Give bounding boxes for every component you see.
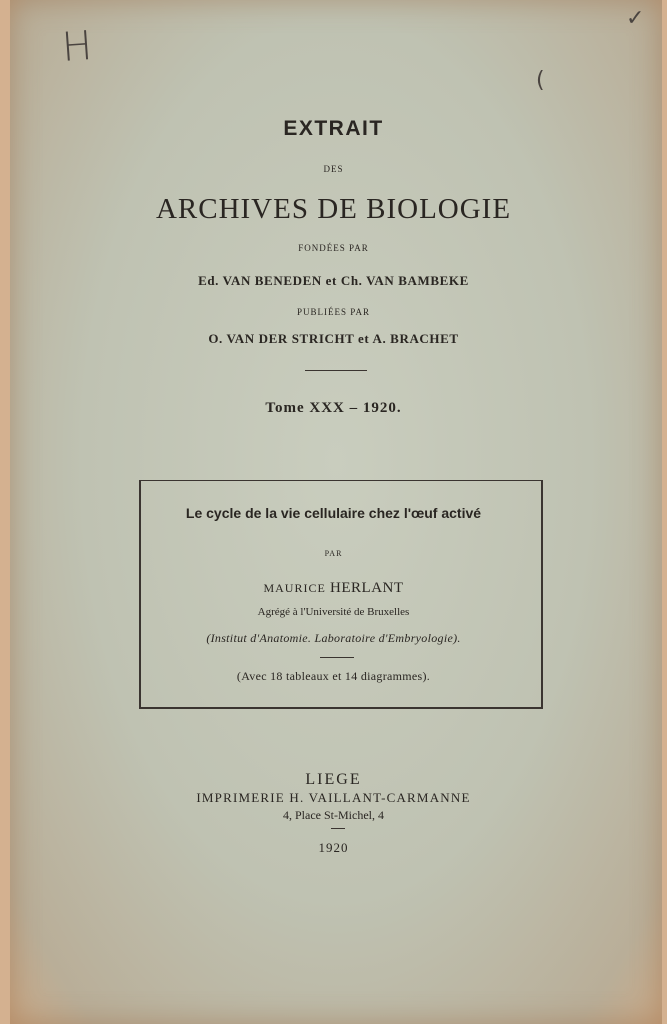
extrait-heading: EXTRAIT xyxy=(283,117,384,140)
author-name xyxy=(0,580,667,597)
fondees-par-label: FONDÉES PAR xyxy=(298,243,369,253)
imprint-divider-rule xyxy=(331,828,345,829)
box-divider-rule xyxy=(320,657,354,658)
author-institute: (Institut d'Anatomie. Laboratoire d'Embryologie). xyxy=(206,631,461,645)
imprint-printer: IMPRIMERIE H. VAILLANT-CARMANNE xyxy=(196,790,471,805)
divider-rule xyxy=(305,370,367,371)
founders-line: Ed. VAN BENEDEN et Ch. VAN BAMBEKE xyxy=(198,273,469,288)
imprint-year: 1920 xyxy=(318,840,349,855)
handwritten-check-mark: ✓ xyxy=(626,6,645,31)
author-last-name: HERLANT xyxy=(330,580,404,596)
publiees-par-label: PUBLIÉES PAR xyxy=(297,307,370,317)
par-label: PAR xyxy=(324,549,343,558)
imprint-address: 4, Place St-Michel, 4 xyxy=(283,808,384,822)
des-label: DES xyxy=(323,164,344,174)
author-affiliation: Agrégé à l'Université de Bruxelles xyxy=(257,606,410,618)
handwritten-h-mark: H xyxy=(60,23,94,71)
handwritten-paren-mark: ( xyxy=(536,68,545,93)
article-title: Le cycle de la vie cellulaire chez l'œuf activé xyxy=(185,505,482,521)
editors-line: O. VAN DER STRICHT et A. BRACHET xyxy=(208,331,459,346)
imprint-city: LIEGE xyxy=(305,771,362,788)
author-first-name: MAURICE xyxy=(263,581,326,595)
tome-line: Tome XXX – 1920. xyxy=(265,400,402,416)
article-contents-note: (Avec 18 tableaux et 14 diagrammes). xyxy=(236,669,431,683)
journal-title: ARCHIVES DE BIOLOGIE xyxy=(155,193,512,225)
